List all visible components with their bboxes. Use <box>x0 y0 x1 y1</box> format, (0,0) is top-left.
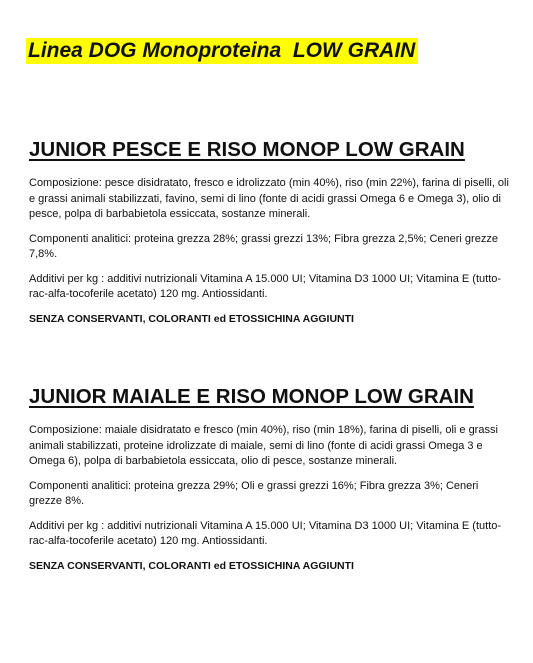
product-section-junior-maiale <box>29 383 509 574</box>
analytical-components-text: Componenti analitici: proteina grezza 29%; Oli e grassi grezzi 16%; Fibra grezza 3%; Ceneri grezze 8%. <box>29 479 479 507</box>
product-title: JUNIOR MAIALE E RISO MONOP LOW GRAIN <box>29 385 474 408</box>
composition-text: Composizione: maiale disidratato e fresco (min 40%), riso (min 18%), farina di piselli, oli e grassi animali stabilizzati, proteine idrolizzate di maiale, semi di lino (fonte di acidi grassi Omega 3 e Omega 6), polpa di barbabietola essiccata, olio di pesce, sostanze minerali. <box>29 424 498 467</box>
composition-text: Composizione: pesce disidratato, fresco e idrolizzato (min 40%), riso (min 22%), farina di piselli, oli e grassi animali stabilizzati, favino, semi di lino (fonte di acidi grassi Omega 6 e Omega 3), olio di pesce, polpa di barbabietola essiccata, sostanze minerali. <box>29 177 509 220</box>
product-title: JUNIOR PESCE E RISO MONOP LOW GRAIN <box>29 138 465 161</box>
additives-text: Additivi per kg : additivi nutrizionali Vitamina A 15.000 UI; Vitamina D3 1000 UI; Vitamina E (tutto-rac-alfa-tocoferile acetato) 120 mg. Antiossidanti. <box>29 519 502 547</box>
product-section-junior-pesce <box>29 136 509 327</box>
page-title: Linea DOG Monoproteina LOW GRAIN <box>26 38 418 64</box>
additives-text: Additivi per kg : additivi nutrizionali Vitamina A 15.000 UI; Vitamina D3 1000 UI; Vitamina E (tutto-rac-alfa-tocoferile acetato) 120 mg. Antiossidanti. <box>29 272 502 300</box>
analytical-components-text: Componenti analitici: proteina grezza 28%; grassi grezzi 13%; Fibra grezza 2,5%; Ceneri grezze 7,8%. <box>29 232 498 260</box>
no-preservatives-notice: SENZA CONSERVANTI, COLORANTI ed ETOSSICHINA AGGIUNTI <box>29 559 354 572</box>
no-preservatives-notice: SENZA CONSERVANTI, COLORANTI ed ETOSSICHINA AGGIUNTI <box>29 312 354 325</box>
